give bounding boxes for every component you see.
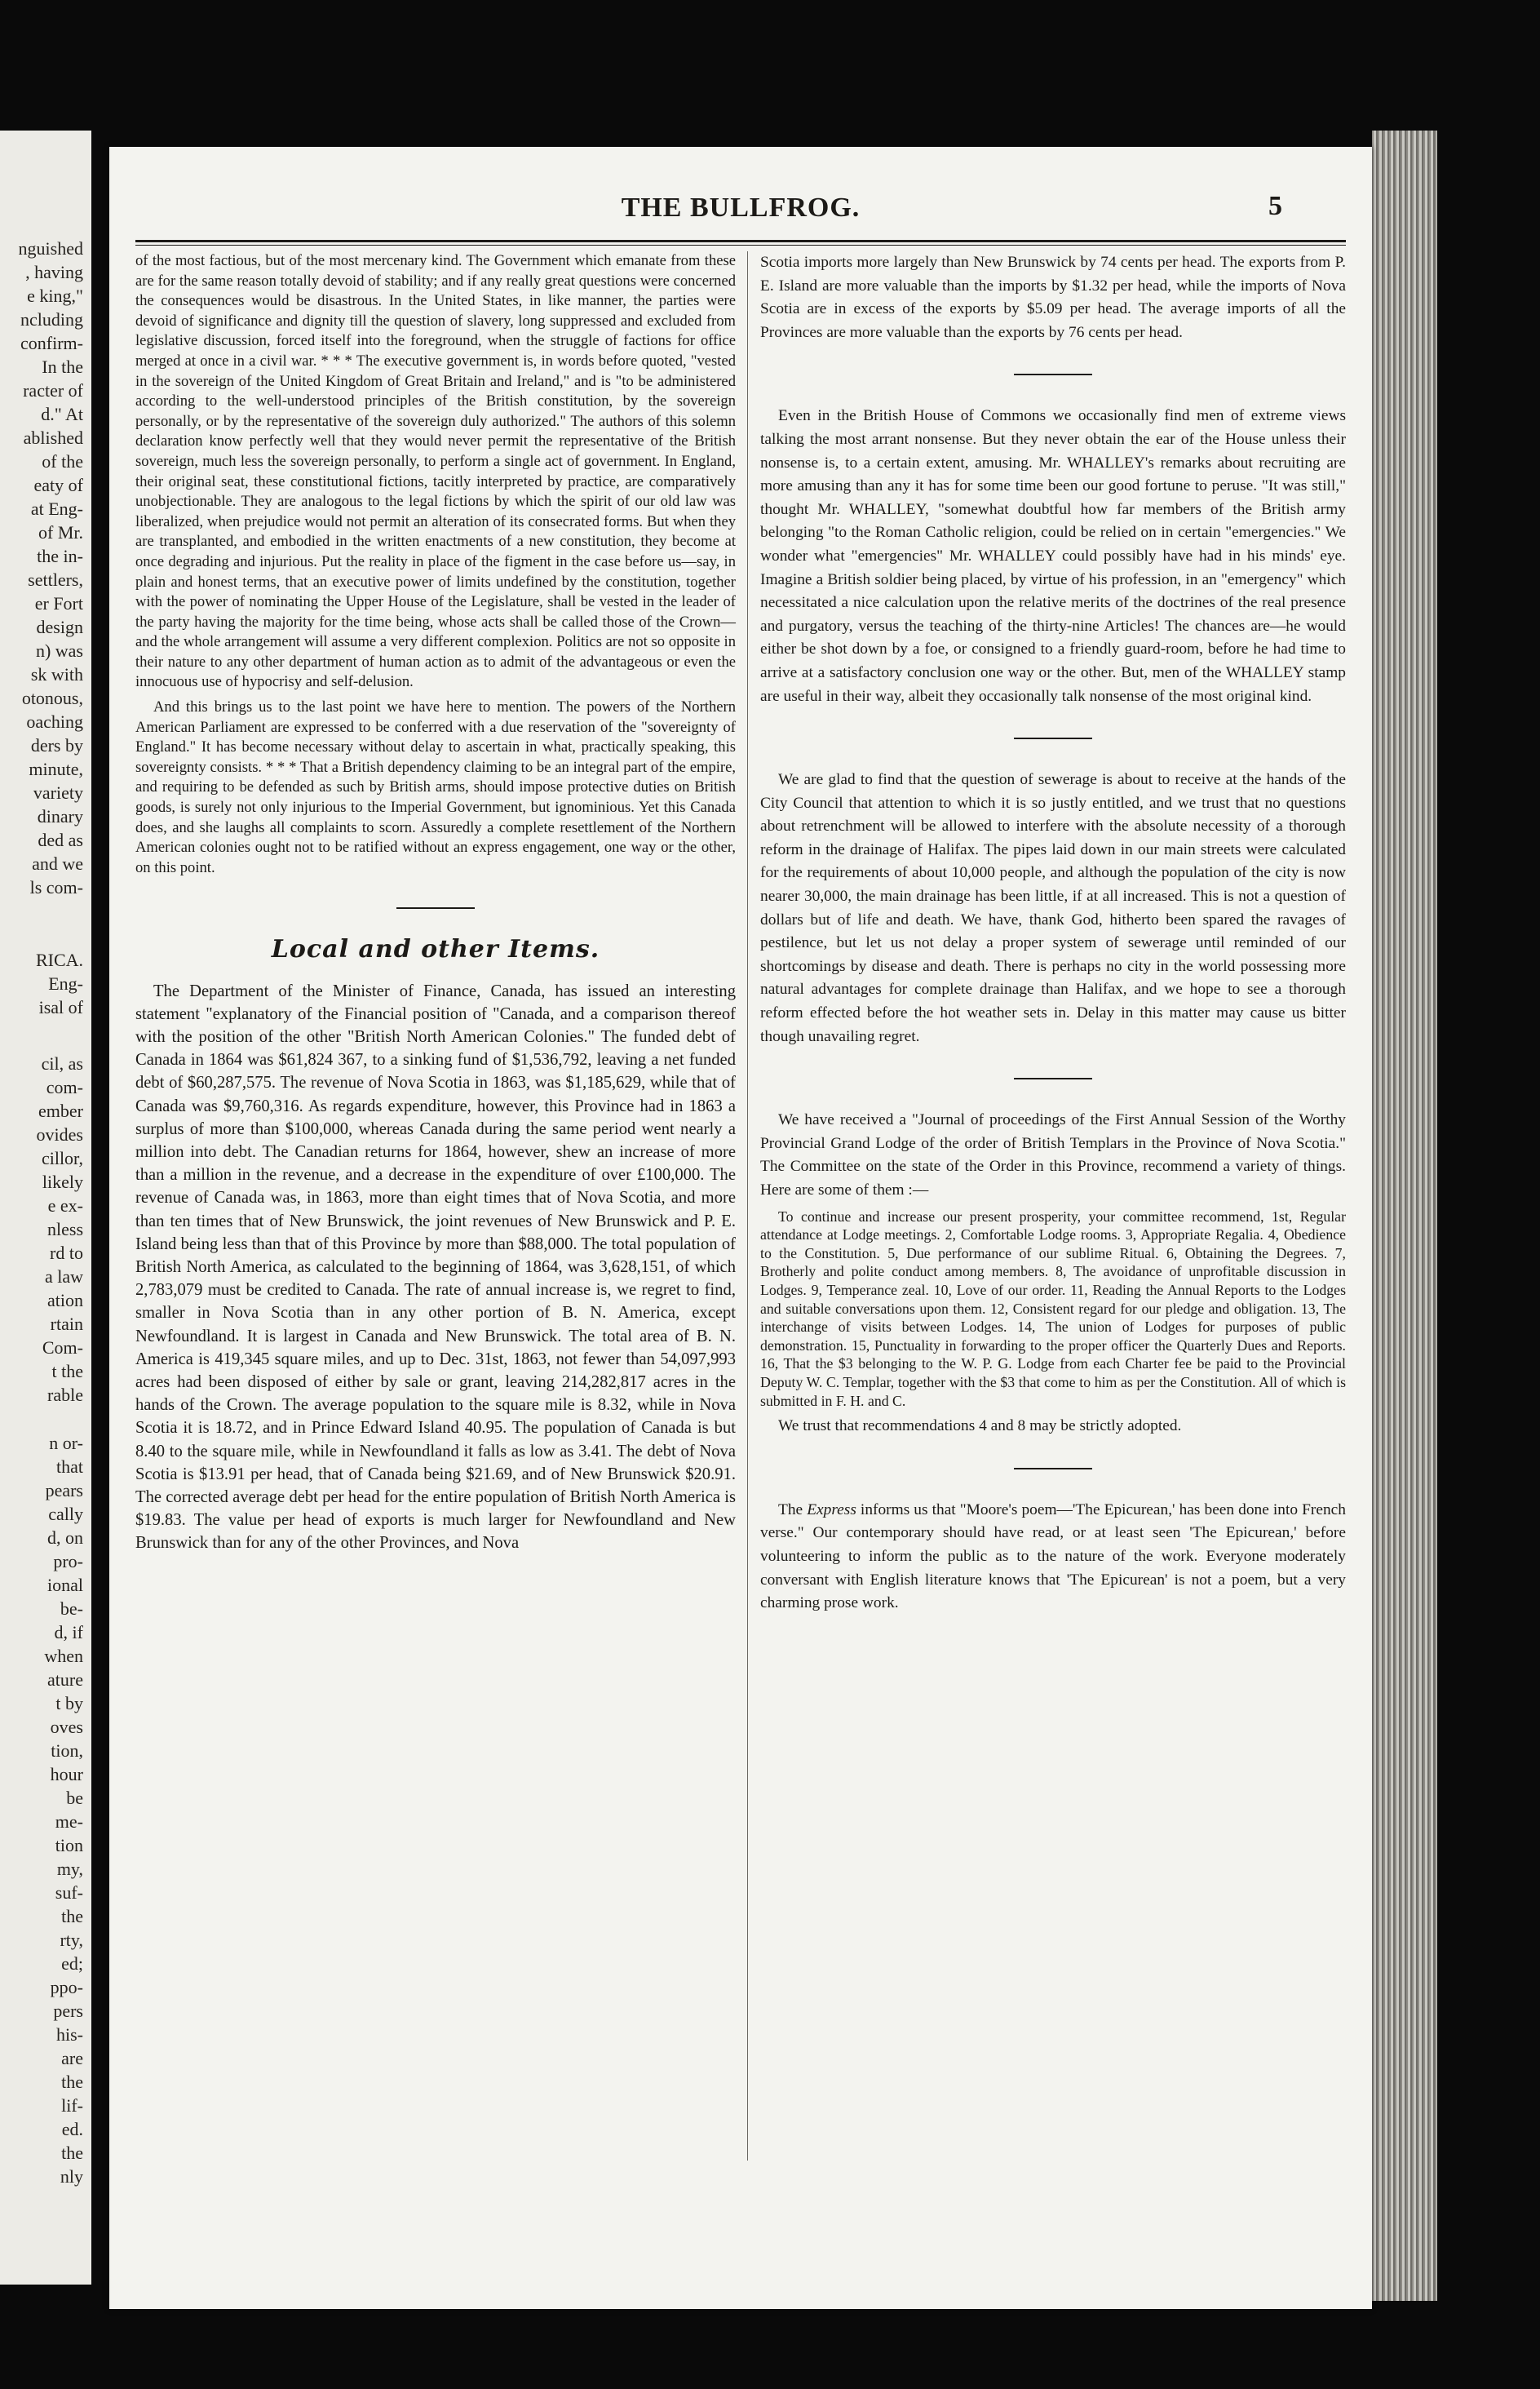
article-paragraph: We have received a "Journal of proceedings of the First Annual Session of the Worthy Provincial Grand Lodge of the order of British Templars in the Province of Nova Scotia." The Committee on the state of the Order in this Province, recommend a variety of things. Here are some of them :—: [760, 1111, 1346, 1199]
fragment-line: rty,: [60, 1930, 83, 1950]
fragment-line: In the: [42, 357, 83, 377]
fragment-line: that: [56, 1456, 83, 1477]
fragment-line: hour: [50, 1764, 83, 1784]
fragment-line: ppo-: [50, 1977, 83, 1997]
fragment-line: cillor,: [41, 1148, 83, 1168]
fragment-line: n or-: [49, 1433, 83, 1453]
fragment-line: e king,": [27, 286, 83, 306]
fragment-line: cil, as: [41, 1053, 83, 1074]
fragment-line: the: [61, 2072, 83, 2092]
section-heading: Local and other Items.: [271, 935, 600, 964]
fragment-line: pears: [45, 1480, 83, 1500]
fragment-line: ed.: [61, 2119, 83, 2139]
fragment-line: nless: [47, 1219, 83, 1239]
fragment-line: when: [44, 1646, 83, 1666]
fragment-line: Com-: [42, 1337, 83, 1358]
fragment-line: of Mr.: [38, 522, 83, 543]
fragment-line: minute,: [29, 759, 83, 779]
fragment-line: ature: [47, 1669, 83, 1690]
fragment-line: me-: [55, 1811, 83, 1832]
fragment-line: dinary: [37, 806, 83, 827]
left-column: [135, 251, 736, 1560]
article-paragraph: of the most factious, but of the most mercenary kind. The Government which emanate from these are for the same reason totally devoid of stability; and if any really great questions were concerned the consequences would be disastrous. In the United States, in like manner, the parties were devoid of significance and dignity till the question of slavery, long suppressed and excluded from legislative discussion, forced itself into the foreground, when the struggle of factions for office merged at once in a civil war. * * * The executive government is, in words before quoted, "vested in the sovereign of the United Kingdom of Great Britain and Ireland," and is "to be administered according to the well-understood principles of the British constitution, by the sovereign personally, or by the representative of the sovereign duly authorized." The authors of this solemn declaration know perfectly well that they would never permit the representative of the British sovereign, much less the sovereign personally, to perform a single act of government. In England, their original seat, these constitutional fictions, tacitly interpreted by practice, are comparatively unobjectionable. They are analogous to the legal fictions by which the spirit of our old law was liberalized, when prejudice would not permit an alteration of its consecrated forms. But when they are transplanted, and embodied in the written enactments of a new constitution, they become at once degrading and injurious. Put the reality in place of the figment in the case before us—say, in plain and honest terms, that an executive power of limits undefined by the constitution, together with the power of nominating the Upper House of the Legislature, shall be vested in the leader of the party having the majority for the time being, whose acts shall be called those of the Crown—and the whole arrangement will assume a very different complexion. Politics are not so opposite in their nature to any other department of human action as to admit of the advantageous or even the innocuous use of hypocrisy and self-delusion.: [135, 252, 736, 691]
fragment-line: cally: [48, 1504, 83, 1524]
fragment-line: tion,: [51, 1740, 83, 1761]
fragment-line: lif-: [61, 2095, 83, 2116]
fragment-line: racter of: [23, 380, 83, 401]
section-divider: [1014, 1078, 1092, 1079]
fragment-line: pro-: [53, 1551, 83, 1571]
fragment-line: ls com-: [29, 877, 83, 898]
article-paragraph: The Department of the Minister of Finance, Canada, has issued an interesting statement "explanatory of the Financial position of "Canada, and a comparison thereof with the position of the other "British North American Colonies." The funded debt of Canada in 1864 was $61,824 367, to a sinking fund of $1,536,792, leaving a net funded debt of $60,287,575. The revenue of Nova Scotia in 1863, was $1,185,629, while that of Canada was $9,760,316. As regards expenditure, however, this Province had in 1863 a surplus of more than $100,000, whereas Canada during the same period went nearly a million into debt. The Canadian returns for 1864, however, shew an increase of more than a million in the revenue, and a decrease in the expenditure of over £100,000. The revenue of Canada was, in 1863, more than eight times that of Nova Scotia, and more than ten times that of New Brunswick, the joint revenues of New Brunswick and P. E. Island being less than that of this Province by more than $88,000. The total population of British North America, as calculated to the beginning of 1864, was 3,628,151, of which 2,783,079 must be credited to Canada. The rate of annual increase is, we regret to find, smaller in Nova Scotia than in any other portion of B. N. America, except Newfoundland. It is largest in Canada and New Brunswick. The total area of B. N. America is 419,345 square miles, and up to Dec. 31st, 1863, not fewer than 54,097,993 acres had been disposed of either by sale or grant, leaving 214,282,817 acres in the hands of the Crown. The average population to the square mile is 8.32, while in Nova Scotia it is 18.72, and in Prince Edward Island 40.95. The population of Canada is but 8.40 to the square mile, while in Newfoundland it falls as low as 3.41. The debt of Nova Scotia is $13.91 per head, that of Canada being $21.69, and of New Brunswick $20.91. The corrected average debt per head for the entire population of British North America is $19.83. The value per head of exports is much larger for Newfoundland and New Brunswick than for any of the other Provinces, and Nova: [135, 982, 736, 1553]
fragment-line: confirm-: [20, 333, 83, 353]
fragment-line: e ex-: [47, 1195, 83, 1216]
fragment-line: the: [61, 2143, 83, 2163]
fragment-line: rd to: [50, 1243, 83, 1263]
fragment-line: otonous,: [21, 688, 83, 708]
section-divider: [1014, 738, 1092, 739]
fragment-line: eaty of: [33, 475, 83, 495]
article-paragraph: We trust that recommendations 4 and 8 may be strictly adopted.: [778, 1417, 1182, 1435]
paragraph-text: The: [778, 1500, 808, 1518]
fragment-line: likely: [42, 1172, 83, 1192]
fragment-line: ovides: [36, 1124, 83, 1145]
fragment-line: t by: [55, 1693, 83, 1713]
fragment-line: Eng-: [48, 973, 83, 994]
fragment-line: d." At: [41, 404, 83, 424]
fragment-line: suf-: [55, 1882, 83, 1903]
fragment-line: oves: [50, 1717, 83, 1737]
fragment-line: ded as: [38, 830, 83, 850]
book-page-edges: [1372, 131, 1437, 2301]
fragment-line: d, on: [47, 1527, 83, 1548]
fragment-line: , having: [25, 262, 83, 282]
fragment-line: rtain: [50, 1314, 83, 1334]
quoted-recommendations: To continue and increase our present prosperity, your committee recommend, 1st, Regular attendance at Lodge meetings. 2, Comfortable Lodge rooms. 3, Appropriate Regalia. 4, Obedience to the Constitution. 5, Due performance of our sublime Ritual. 6, Obtaining the Degrees. 7, Brotherly and polite conduct among members. 8, The avoidance of unprofitable discussion in Lodges. 9, Temperance zeal. 10, Love of our order. 11, Reading the Annual Reports to the Lodges and suitable conversations upon them. 12, Consistent regard for our pledge and obligation. 13, The interchange of visits between Lodges. 14, The union of Lodges for purposes of public demonstration. 15, Punctuality in forwarding to the proper officer the Quarterly Dues and Reports. 16, That the $3 belonging to the W. P. G. Lodge from each Charter fee be paid to the Provincial Deputy W. C. Templar, together with the $3 that come to him as per the Constitution. All of which is submitted in F. H. and C.: [760, 1208, 1346, 1409]
fragment-line: the in-: [37, 546, 83, 566]
fragment-line: ncluding: [20, 309, 83, 330]
fragment-line: are: [61, 2048, 83, 2068]
fragment-line: oaching: [26, 711, 83, 732]
fragment-line: of the: [42, 451, 83, 472]
fragment-line: ablished: [23, 428, 83, 448]
fragment-line: ember: [38, 1101, 83, 1121]
fragment-line: er Fort: [34, 593, 83, 614]
right-column: [760, 251, 1346, 1620]
fragment-line: be: [66, 1788, 83, 1808]
fragment-line: at Eng-: [30, 499, 83, 519]
fragment-line: settlers,: [28, 570, 83, 590]
fragment-line: d, if: [54, 1622, 83, 1642]
section-divider: [1014, 1468, 1092, 1469]
fragment-line: rable: [47, 1385, 83, 1405]
fragment-line: sk with: [30, 664, 83, 685]
adjacent-page-fragment: [0, 131, 91, 2285]
section-divider: [396, 907, 475, 909]
fragment-line: and we: [32, 853, 83, 874]
fragment-line: my,: [56, 1859, 83, 1879]
page-number: 5: [1268, 191, 1282, 221]
fragment-line: tion: [55, 1835, 83, 1855]
header-rule: [135, 240, 1346, 246]
fragment-line: the: [61, 1906, 83, 1926]
fragment-line: nguished: [18, 238, 83, 259]
article-paragraph: We are glad to find that the question of sewerage is about to receive at the hands of the City Council that attention to which it is so justly entitled, and we trust that no questions about retrenchment will be allowed to interfere with the absolute necessity of a thorough reform in the drainage of Halifax. The pipes laid down in our main streets were calculated for the requirements of about 10,000 people, and although the population of the city is now nearer 30,000, the main drainage has been little, if at all increased. This is not a question of dollars but of life and death. We have, thank God, hitherto been spared the ravages of pestilence, but let us not delay a proper system of sewerage until reminded of our shortcomings by disease and death. There is perhaps no city in the world possessing more natural advantages for complete drainage than Halifax, and we hope to see a thorough reform effected before the hot weather sets in. Delay in this matter may cause us bitter though unavailing regret.: [760, 771, 1346, 1045]
fragment-line: his-: [56, 2024, 83, 2045]
fragment-line: RICA.: [35, 950, 83, 970]
fragment-line: com-: [46, 1077, 83, 1097]
article-paragraph: And this brings us to the last point we have here to mention. The powers of the Northern American Parliament are expressed to be conferred with a due reservation of the "sovereignty of England." It has become necessary without delay to ascertain in what, practically speaking, this sovereignty consists. * * * That a British dependency claiming to be an integral part of the empire, and requiring to be defended as such by British arms, should impose protective duties on British goods, is surely not only injurious to the Imperial Government, but ignominious. Yet this Canada does, and she laughs all complaints to scorn. Assuredly a complete resettlement of the Northern American colonies ought not to be ratified without an express engagement, one way or the other, on this point.: [135, 698, 736, 876]
paragraph-text: informs us that "Moore's poem—'The Epicurean,' has been done into French verse." Our contemporary should have read, or at least seen 'The Epicurean,' before volunteering to inform the public as to the nature of the work. Everyone moderately conversant with English literature knows that 'The Epicurean' is not a poem, but a very charming prose work.: [760, 1500, 1346, 1612]
fragment-line: ders by: [30, 735, 83, 756]
fragment-line: pers: [53, 2001, 83, 2021]
fragment-line: n) was: [35, 640, 83, 661]
column-divider: [747, 251, 748, 2161]
fragment-line: a law: [44, 1266, 83, 1287]
fragment-line: isal of: [38, 997, 83, 1017]
fragment-line: ation: [47, 1290, 83, 1310]
newspaper-page: [109, 147, 1372, 2309]
fragment-line: t the: [51, 1361, 83, 1381]
article-paragraph: Even in the British House of Commons we occasionally find men of extreme views talking the most arrant nonsense. But they never obtain the ear of the House unless their nonsense is, to a certain extent, amusing. Mr. WHALLEY's remarks about recruiting are more amusing than any it has for some time been our good fortune to peruse. "It was still," thought Mr. WHALLEY, "somewhat doubtful how far members of the British army belonging "to the Roman Catholic religion, could be relied on in certain "emergencies." We wonder what "emergencies" Mr. WHALLEY could possibly have had in his minds' eye. Imagine a British soldier being placed, by virtue of his profession, in an "emergency" which necessitated a nice calculation upon the relative merits of the doctrines of the real presence and purgatory, versus the teaching of the thirty-nine Articles! The chances are—he would either be shot down by a foe, or consigned to a friendly guard-room, before he had time to arrive at a satisfactory conclusion one way or the other. But, men of the WHALLEY stamp are useful in their way, albeit they occasionally talk nonsense of the most original kind.: [760, 407, 1346, 705]
fragment-line: ional: [47, 1575, 83, 1595]
fragment-line: nly: [60, 2166, 83, 2187]
fragment-line: variety: [33, 782, 83, 803]
fragment-line: ed;: [61, 1953, 83, 1974]
article-paragraph: [760, 1499, 1346, 1616]
fragment-line: be-: [60, 1598, 83, 1619]
masthead-title: THE BULLFROG.: [621, 193, 861, 223]
fragment-line: design: [36, 617, 83, 637]
article-paragraph: Scotia imports more largely than New Brunswick by 74 cents per head. The exports from P. E. Island are more valuable than the imports by $1.32 per head, while the imports of Nova Scotia are in excess of the exports by $5.09 per head. The average imports of all the Provinces are more valuable than the exports by 76 cents per head.: [760, 254, 1346, 341]
newspaper-name: Express: [807, 1500, 856, 1518]
section-divider: [1014, 374, 1092, 375]
